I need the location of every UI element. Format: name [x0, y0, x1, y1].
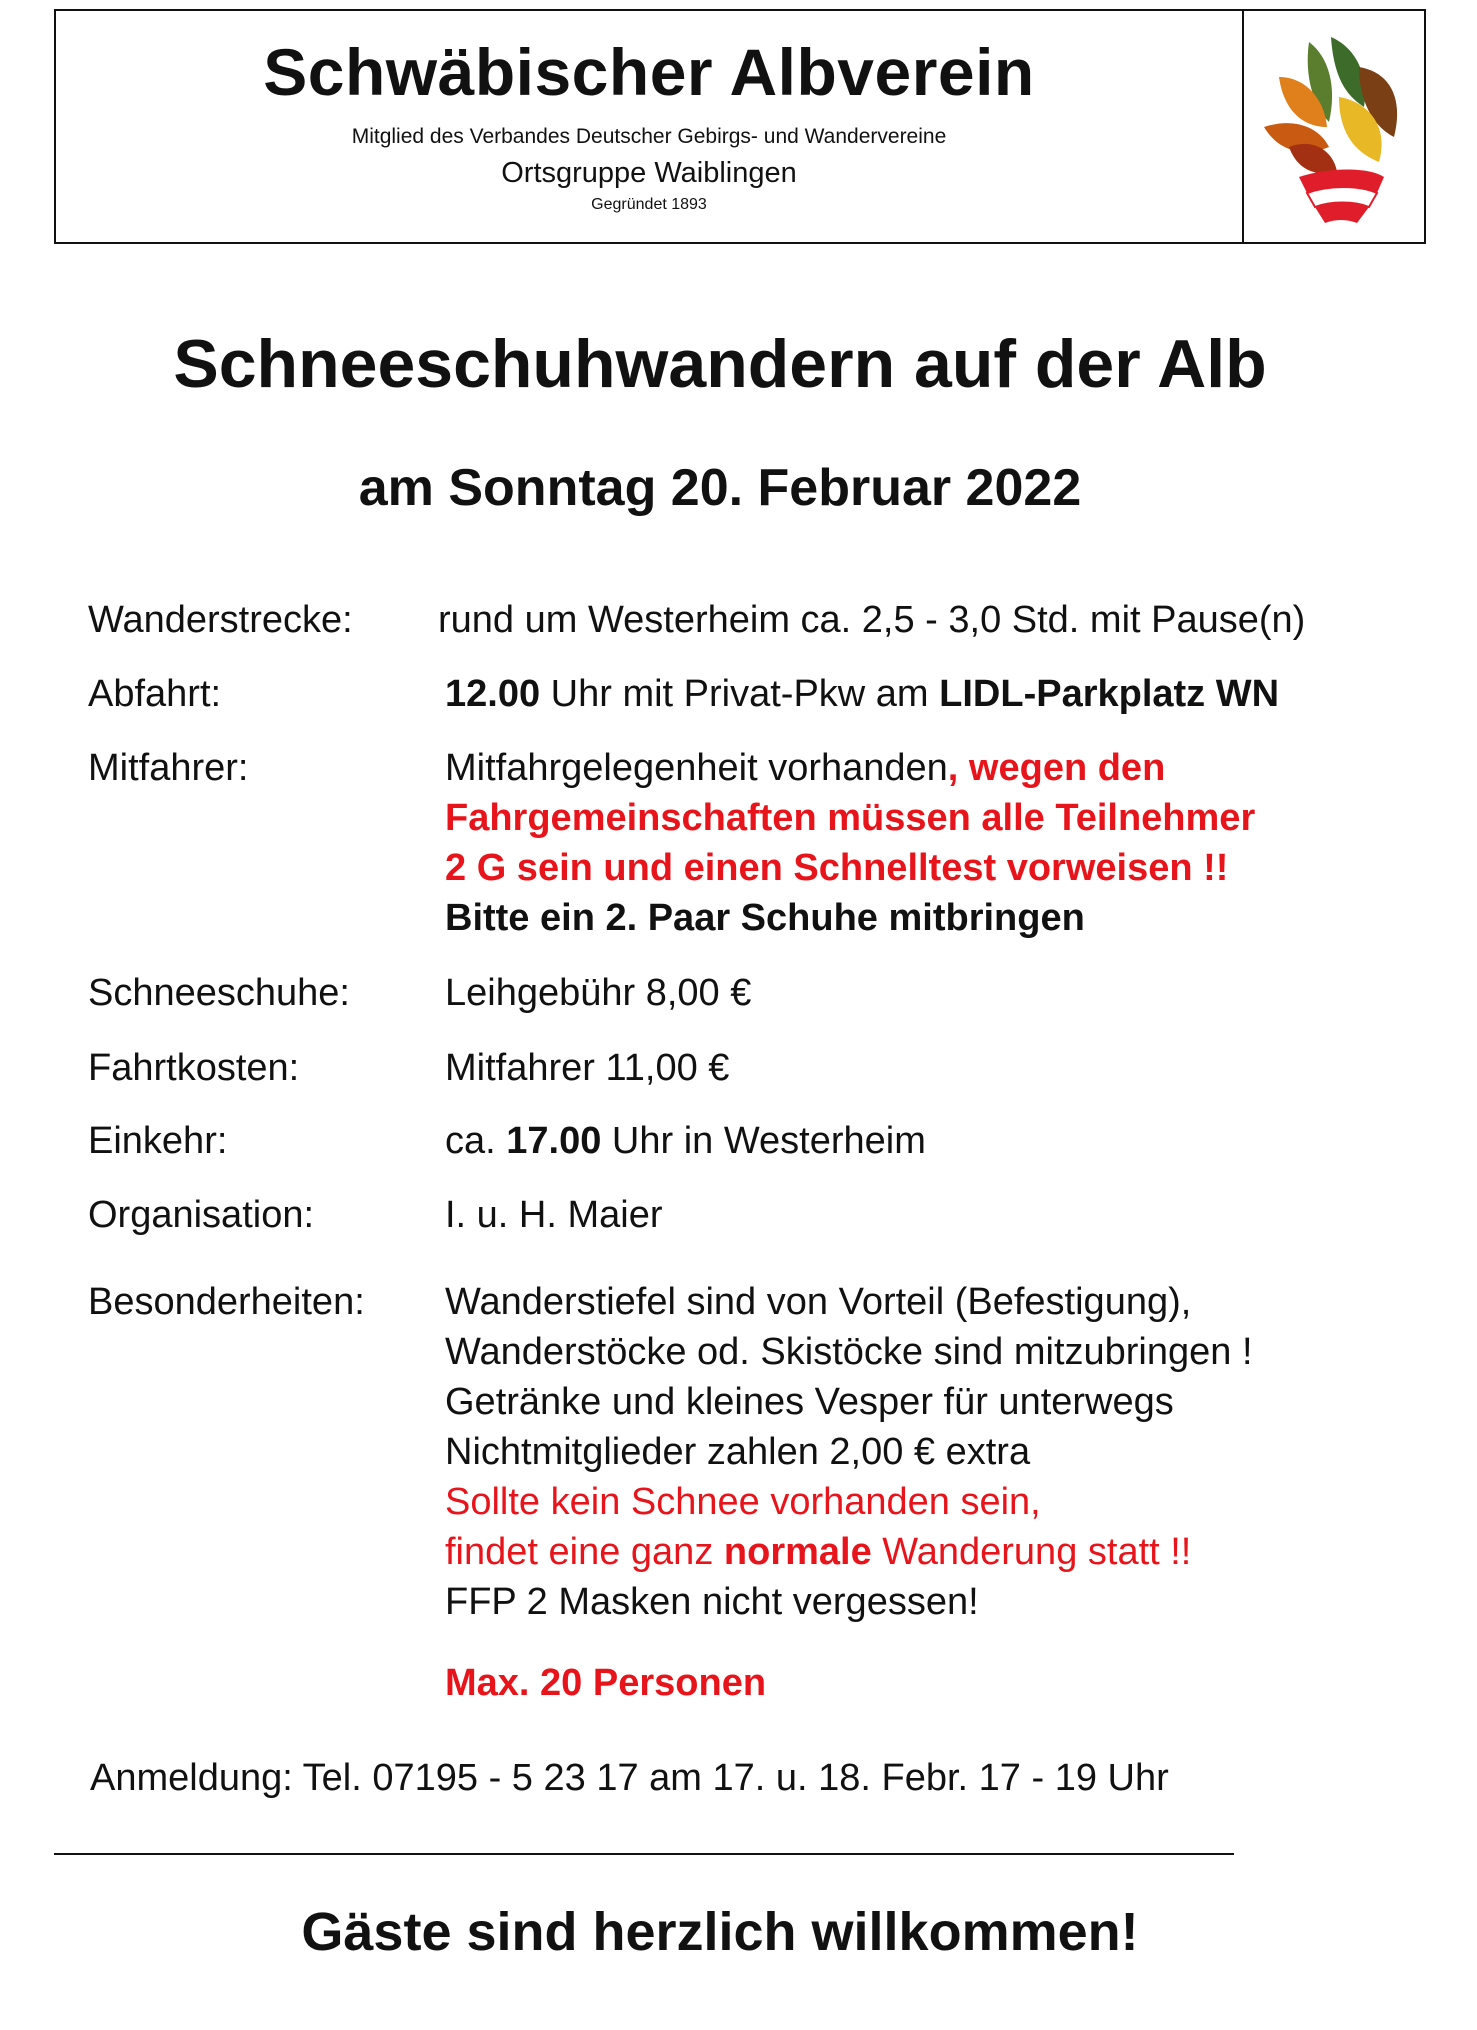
- mitfahrer-line1-red: , wegen den: [947, 747, 1166, 789]
- besonderheiten-line7: FFP 2 Masken nicht vergessen!: [445, 1581, 979, 1623]
- value-einkehr: [445, 1116, 926, 1166]
- value-abfahrt: [445, 669, 1279, 719]
- organization-subtitle: Mitglied des Verbandes Deutscher Gebirgs- und Wandervereine: [351, 125, 947, 148]
- label-schneeschuhe: Schneeschuhe:: [88, 972, 350, 1014]
- event-date: am Sonntag 20. Februar 2022: [358, 459, 1082, 517]
- value-mitfahrer: [445, 743, 1255, 943]
- letterhead-text: [56, 11, 1244, 242]
- besonderheiten-line4: Nichtmitglieder zahlen 2,00 € extra: [445, 1431, 1031, 1473]
- abfahrt-place: LIDL-Parkplatz WN: [939, 673, 1280, 715]
- mitfahrer-line1-black: Mitfahrgelegenheit vorhanden: [445, 747, 948, 789]
- einkehr-time: 17.00: [506, 1120, 602, 1162]
- besonderheiten-line1: Wanderstiefel sind von Vorteil (Befestigung),: [445, 1281, 1192, 1323]
- value-besonderheiten: [445, 1277, 1253, 1627]
- value-fahrtkosten: Mitfahrer 11,00 €: [445, 1047, 730, 1089]
- event-title: Schneeschuhwandern auf der Alb: [173, 326, 1267, 402]
- value-wanderstrecke: rund um Westerheim ca. 2,5 - 3,0 Std. mit Pause(n): [438, 599, 1306, 641]
- mitfahrer-line3: 2 G sein und einen Schnelltest vorweisen !!: [445, 847, 1229, 889]
- besonderheiten-line3: Getränke und kleines Vesper für unterwegs: [445, 1381, 1174, 1423]
- mitfahrer-line2: Fahrgemeinschaften müssen alle Teilnehmer: [445, 797, 1256, 839]
- mitfahrer-line1: [445, 747, 1165, 789]
- welcome-message: Gäste sind herzlich willkommen!: [301, 1902, 1139, 1962]
- autumn-leaves-emblem-icon: [1259, 27, 1409, 227]
- label-organisation: Organisation:: [88, 1194, 315, 1236]
- einkehr-pre: ca.: [445, 1120, 507, 1162]
- besonderheiten-line6-pre: findet eine ganz: [445, 1531, 724, 1573]
- label-wanderstrecke: Wanderstrecke:: [88, 599, 353, 641]
- organization-founded: Gegründet 1893: [591, 196, 707, 213]
- besonderheiten-line6: [445, 1531, 1191, 1573]
- besonderheiten-line6-post: Wanderung statt !!: [871, 1531, 1192, 1573]
- besonderheiten-line2: Wanderstöcke od. Skistöcke sind mitzubringen !: [445, 1331, 1253, 1373]
- abfahrt-time: 12.00: [445, 673, 541, 715]
- organization-group: Ortsgruppe Waiblingen: [501, 157, 797, 189]
- mitfahrer-line4: Bitte ein 2. Paar Schuhe mitbringen: [445, 897, 1085, 939]
- organization-title: Schwäbischer Albverein: [263, 35, 1035, 109]
- anmeldung-info: Anmeldung: Tel. 07195 - 5 23 17 am 17. u. 18. Febr. 17 - 19 Uhr: [90, 1757, 1169, 1799]
- label-einkehr: Einkehr:: [88, 1120, 228, 1162]
- besonderheiten-line5: Sollte kein Schnee vorhanden sein,: [445, 1481, 1041, 1523]
- einkehr-post: Uhr in Westerheim: [601, 1120, 926, 1162]
- max-personen: Max. 20 Personen: [445, 1662, 767, 1704]
- letterhead: [54, 9, 1426, 244]
- value-organisation: I. u. H. Maier: [445, 1194, 663, 1236]
- value-schneeschuhe: Leihgebühr 8,00 €: [445, 972, 752, 1014]
- abfahrt-mid: Uhr mit Privat-Pkw am: [540, 673, 940, 715]
- label-mitfahrer: Mitfahrer:: [88, 747, 249, 789]
- label-fahrtkosten: Fahrtkosten:: [88, 1047, 300, 1089]
- besonderheiten-line6-bold: normale: [723, 1531, 872, 1573]
- divider: [54, 1853, 1234, 1855]
- logo-box: [1244, 11, 1424, 242]
- label-abfahrt: Abfahrt:: [88, 673, 222, 715]
- label-besonderheiten: Besonderheiten:: [88, 1281, 365, 1323]
